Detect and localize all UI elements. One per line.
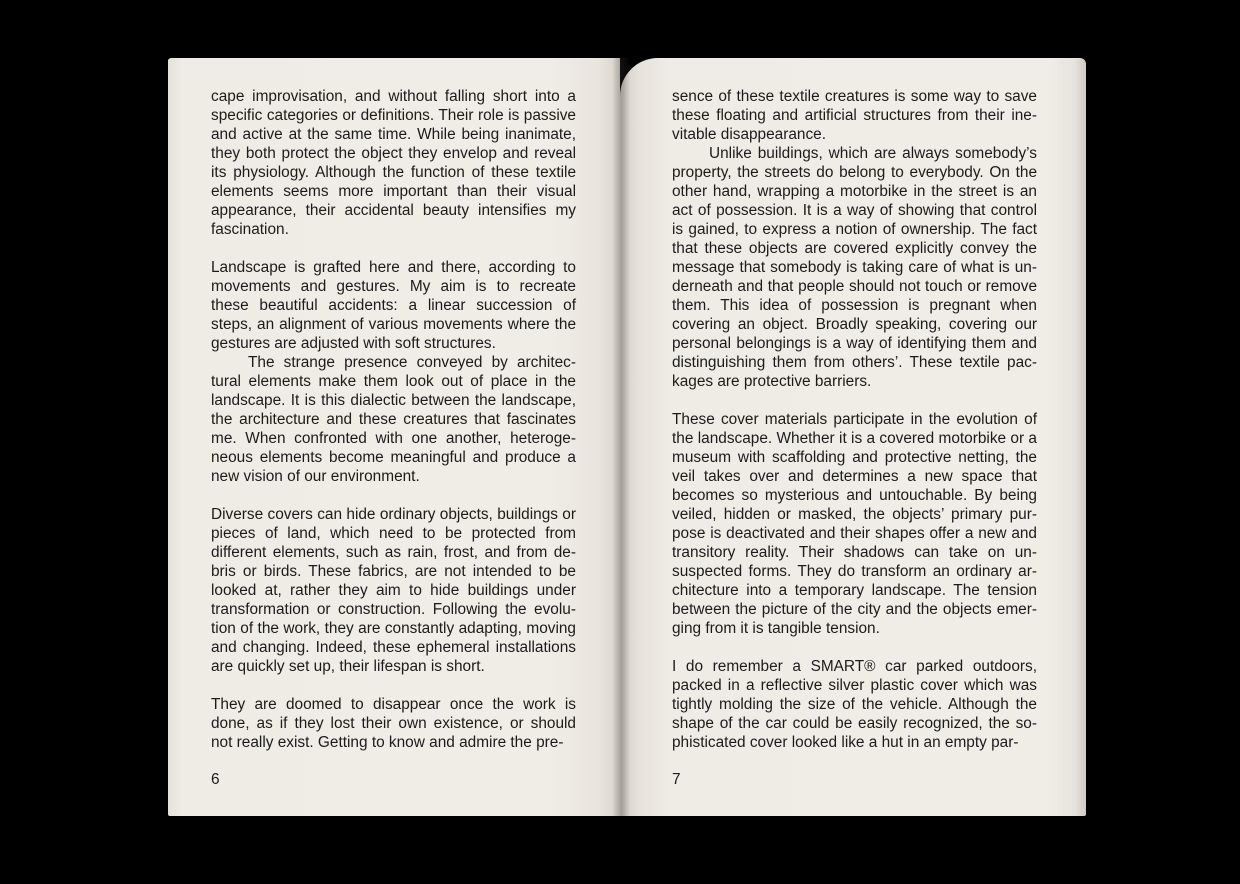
paragraph: Landscape is grafted here and there, according to movements and gestures. My aim is to recreate these beautiful accidents: a linear succession of steps, an alignment of various movements where the gestures are adjusted with soft structures.: [211, 259, 576, 352]
paragraph: sence of these textile creatures is some way to save these floating and artificial structures from their inevitable disappearance.: [672, 88, 1037, 143]
paragraph: These cover materials participate in the evolution of the landscape. Whether it is a covered motorbike or a museum with scaffolding and protective netting, the veil takes over and determines a new space that becomes so mysterious and untouchable. By being veiled, hidden or masked, the objects’ primary purpose is deactivated and their shapes offer a new and transitory reality. Their shadows can take on unsuspected forms. They do transform an ordinary architecture into a temporary landscape. The tension between the picture of the city and the objects emerging from it is tangible tension.: [672, 411, 1037, 637]
page-number-left: 6: [211, 771, 220, 788]
paragraph: The strange presence conveyed by architectural elements make them look out of place in the landscape. It is this dialectic between the landscape, the architecture and these creatures that fascinates me. When confronted with one another, heterogeneous elements become meaningful and produce a new vision of our environment.: [211, 354, 576, 485]
right-page-text: [672, 87, 1037, 752]
paragraph: Unlike buildings, which are always somebody’s property, the streets do belong to everybody. On the other hand, wrapping a motorbike in the street is an act of possession. It is a way of showing that control is gained, to express a notion of ownership. The fact that these objects are covered explicitly convey the message that somebody is taking care of what is underneath and that people should not touch or remove them. This idea of possession is pregnant when covering an object. Broadly speaking, covering our personal belongings is a way of identifying them and distinguishing them from others’. These textile packages are protective barriers.: [672, 145, 1037, 390]
book-gutter: [612, 58, 630, 816]
left-page-text: [211, 87, 576, 752]
paragraph: They are doomed to disappear once the work is done, as if they lost their own existence, or should not really exist. Getting to know and admire the pre-: [211, 696, 576, 751]
paragraph: I do remember a SMART® car parked outdoors, packed in a reflective silver plastic cover which was tightly molding the size of the vehicle. Although the shape of the car could be easily recognized, the sophisticated cover looked like a hut in an empty par-: [672, 658, 1037, 751]
paragraph: cape improvisation, and without falling short into a specific categories or definitions. Their role is passive and active at the same time. While being inanimate, they both protect the object they envelop and reveal its physiology. Although the function of these textile elements seems more important than their visual appearance, their accidental beauty intensifies my fascination.: [211, 88, 576, 238]
page-number-right: 7: [672, 771, 681, 788]
paragraph: Diverse covers can hide ordinary objects, buildings or pieces of land, which need to be protected from different elements, such as rain, frost, and from debris or birds. These fabrics, are not intended to be looked at, rather they aim to hide buildings under transformation or construction. Following the evolution of the work, they are constantly adapting, moving and changing. Indeed, these ephemeral installations are quickly set up, their lifespan is short.: [211, 506, 576, 675]
